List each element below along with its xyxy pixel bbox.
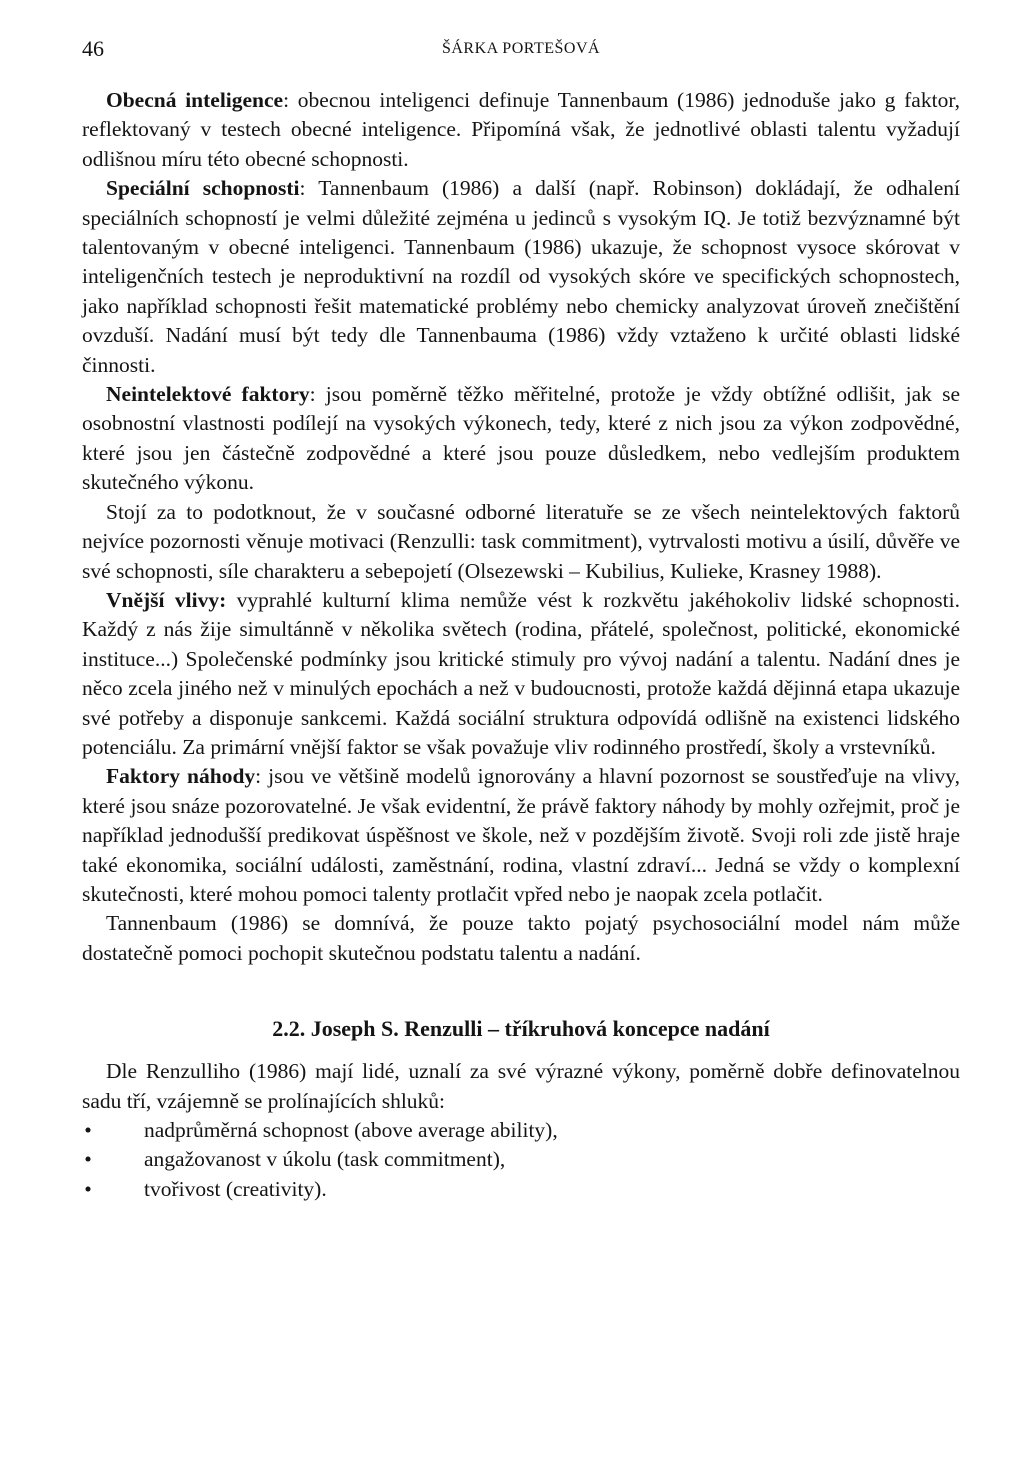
paragraph-conclusion: Tannenbaum (1986) se domnívá, že pouze takto pojatý psychosociální model nám může dostatečně pomoci pochopit skutečnou podstatu talentu a nadání. bbox=[82, 911, 960, 965]
term-chance-factors: Faktory náhody bbox=[106, 764, 256, 789]
list-item bbox=[82, 1116, 960, 1145]
list-item bbox=[82, 1145, 960, 1174]
paragraph-text: : Tannenbaum (1986) a další (např. Robinson) dokládají, že odhalení speciálních schopností je velmi důležité zejména u jedinců s vysokým IQ. Je totiž bezvýznamné být talentovaným v obecné inteligenci. Tannenbaum (1986) ukazuje, že schopnost vysoce skórovat v inteligenčních testech je neproduktivní na rozdíl od vysokých skóre ve specifických schopnostech, jako například schopnosti řešit matematické problémy nebo chemicky analyzovat úroveň znečištění ovzduší. Nadání musí být tedy dle Tannenbauma (1986) vždy vztaženo k určité oblasti lidské činnosti. bbox=[82, 176, 960, 377]
running-head: ŠÁRKA PORTEŠOVÁ bbox=[441, 40, 601, 57]
paragraph-external-influences bbox=[82, 586, 960, 762]
paragraph-non-intellective-factors bbox=[82, 380, 960, 498]
bullet-icon: • bbox=[84, 1118, 92, 1142]
paragraph-text: : jsou poměrně těžko měřitelné, protože je vždy obtížné odlišit, jak se osobnostní vlastnosti podílejí na vysokých výkonech, tedy, které z nich jsou za výkon zodpovědné, které jsou jen částečně zodpovědné a které jsou pouze důsledkem, nebo vedlejším produktem skutečného výkonu. bbox=[82, 382, 960, 495]
body-text bbox=[82, 86, 960, 1204]
term-special-abilities: Speciální schopnosti bbox=[106, 176, 300, 201]
bullet-list bbox=[82, 1116, 960, 1204]
page-header bbox=[82, 36, 960, 64]
bullet-icon: • bbox=[84, 1176, 92, 1201]
section-intro: Dle Renzulliho (1986) mají lidé, uznalí za své výrazné výkony, poměrně dobře definovatelnou sadu tří, vzájemně se prolínajících shluků: bbox=[82, 1059, 960, 1113]
page-number: 46 bbox=[82, 36, 104, 61]
bullet-icon: • bbox=[84, 1147, 92, 1172]
section-heading: 2.2. Joseph S. Renzulli – tříkruhová koncepce nadání bbox=[272, 1016, 770, 1042]
list-item bbox=[82, 1175, 960, 1204]
paragraph-general-intelligence bbox=[82, 86, 960, 174]
paragraph-text: : jsou ve většině modelů ignorovány a hlavní pozornost se soustřeďuje na vlivy, které jsou snáze pozorovatelné. Je však evidentní, že právě faktory náhody by mohly ozřejmit, proč je například jednodušší predikovat úspěšnost ve škole, než v pozdějším životě. Svoji roli zde jistě hraje také ekonomika, sociální události, zaměstnání, rodina, vlastní zdraví... Jedná se vždy o komplexní skutečnosti, které mohou pomoci talenty protlačit vpřed nebo je naopak zcela potlačit. bbox=[82, 764, 960, 906]
list-item-text: nadprůměrná schopnost (above average ability), bbox=[144, 1118, 558, 1142]
paragraph-motivation: Stojí za to podotknout, že v současné odborné literatuře se ze všech neintelektových faktorů nejvíce pozornosti věnuje motivaci (Renzulli: task commitment), vytrvalosti motivu a úsilí, důvěře ve své schopnosti, síle charakteru a sebepojetí (Olsezewski – Kubilius, Kulieke, Krasney 1988). bbox=[82, 499, 960, 583]
list-item-text: tvořivost (creativity). bbox=[144, 1176, 327, 1201]
paragraph-text: : obecnou inteligenci definuje Tannenbaum (1986) jednoduše jako g faktor, reflektovaný v testech obecné inteligence. Připomíná však, že jednotlivé oblasti talentu vyžadují odlišnou míru této obecné schopnosti. bbox=[82, 88, 961, 171]
list-item-text: angažovanost v úkolu (task commitment), bbox=[144, 1147, 506, 1172]
paragraph-chance-factors bbox=[82, 762, 960, 909]
paragraph-text: vyprahlé kulturní klima nemůže vést k rozkvětu jakéhokoliv lidské schopnosti. Každý z nás žije simultánně v několika světech (rodina, přátelé, společnost, politické, ekonomické instituce...) Společenské podmínky jsou kritické stimuly pro vývoj nadání a talentu. Nadání dnes je něco zcela jiného než v minulých epochách a než v budoucnosti, protože každá dějinná etapa ukazuje své potřeby a disponuje sankcemi. Každá sociální struktura odpovídá odlišně na existenci lidského potenciálu. Za primární vnější faktor se však považuje vliv rodinného prostředí, školy a vrstevníků. bbox=[82, 587, 960, 759]
term-non-intellective-factors: Neintelektové faktory bbox=[106, 382, 310, 407]
term-external-influences: Vnější vlivy: bbox=[106, 587, 227, 612]
paragraph-special-abilities bbox=[82, 174, 960, 380]
term-general-intelligence: Obecná inteligence bbox=[106, 88, 284, 112]
